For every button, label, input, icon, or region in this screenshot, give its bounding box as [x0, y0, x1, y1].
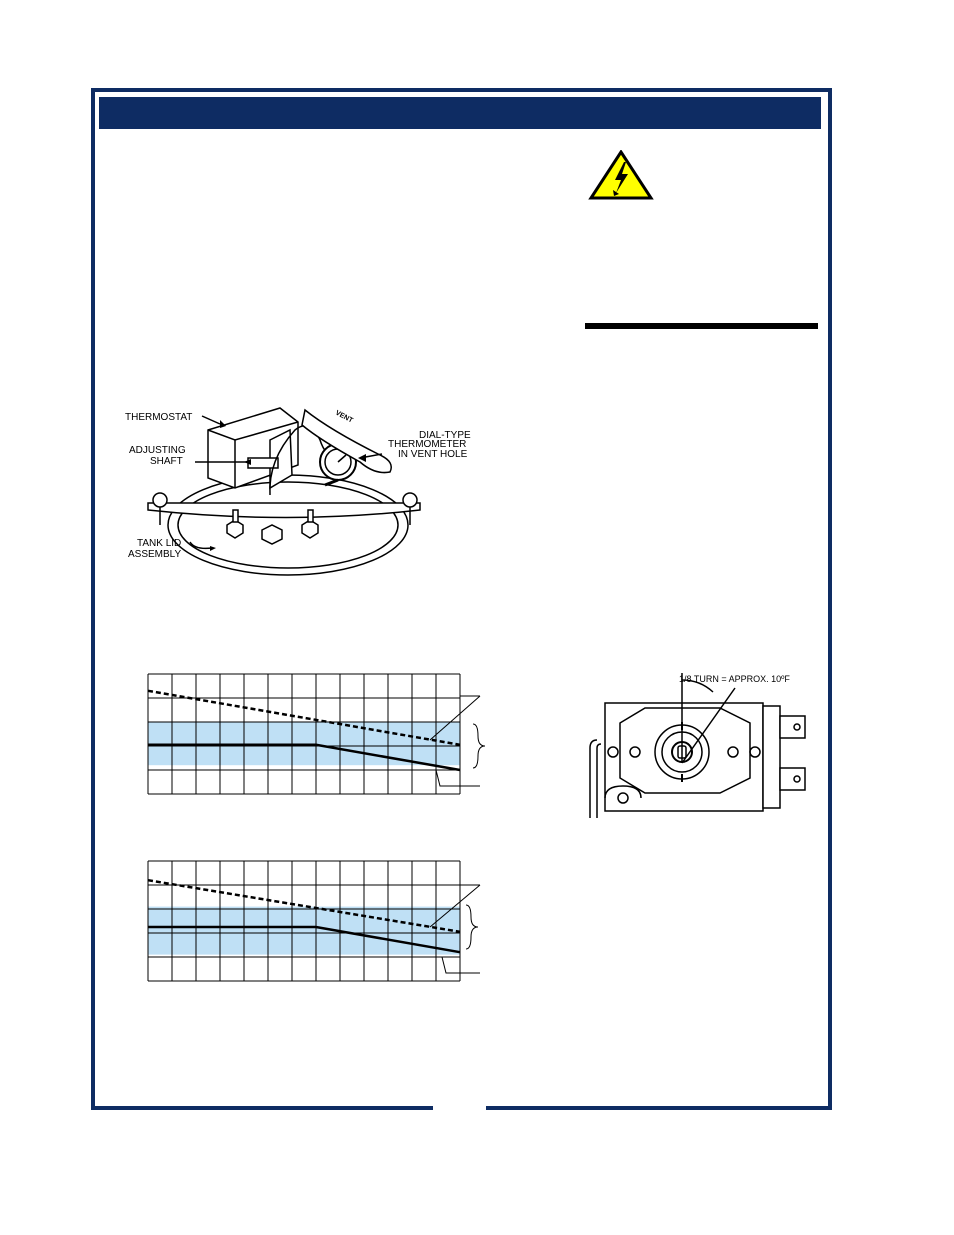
header-bar: [99, 97, 821, 129]
thermostat-adjustment-figure: [585, 668, 830, 818]
turn-label: 1/8 TURN = APPROX. 10ºF: [679, 674, 790, 684]
adjusting-shaft-label-line2: SHAFT: [150, 456, 183, 467]
high-voltage-warning-icon: [588, 150, 654, 200]
page-number-gap: [433, 1100, 486, 1114]
vent-label: VENT: [334, 409, 354, 425]
thermometer-label-line3: IN VENT HOLE: [398, 449, 468, 460]
thermometer-label-line1: DIAL-TYPE: [419, 430, 471, 441]
thermometer-label-line2: THERMOMETER: [388, 439, 467, 450]
tank-lid-label-line1: TANK LID: [137, 538, 182, 549]
temperature-chart-1: [140, 668, 485, 800]
section-rule: [585, 323, 818, 329]
chart-band: [148, 907, 460, 955]
thermostat-label: THERMOSTAT: [125, 412, 193, 423]
adjusting-shaft-label-line1: ADJUSTING: [129, 445, 186, 456]
tank-lid-figure: [120, 400, 480, 595]
temperature-chart-2: [140, 855, 485, 987]
tank-lid-label-line2: ASSEMBLY: [128, 549, 182, 560]
